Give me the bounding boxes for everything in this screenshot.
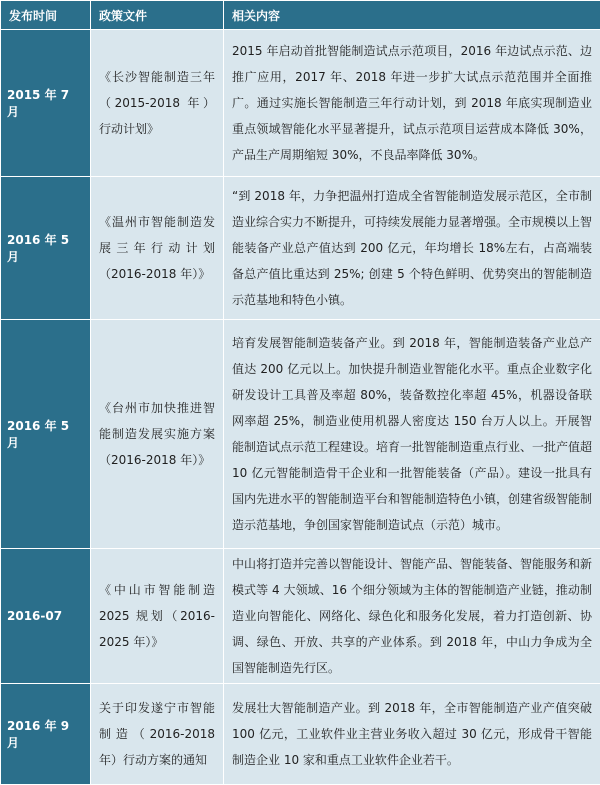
table-header-row <box>1 1 600 30</box>
row-document: 关于印发遂宁市智能制造（2016-2018 年）行动方案的通知 <box>91 684 224 785</box>
row-document: 《温州市智能制造发展三年行动计划（2016-2018 年）》 <box>91 177 224 320</box>
table-row <box>1 684 600 785</box>
table-row <box>1 30 600 177</box>
table-row <box>1 549 600 684</box>
table-row <box>1 320 600 549</box>
row-date: 2016 年 5 月 <box>1 177 91 320</box>
row-document: 《中山市智能制造 2025 规划（2016-2025 年）》 <box>91 549 224 684</box>
row-date: 2016 年 5 月 <box>1 320 91 549</box>
row-content: “到 2018 年，力争把温州打造成全省智能制造发展示范区，全市制造业综合实力不断提升，可持续发展能力显著增强。全市规模以上智能装备产业总产值达到 200 亿元，年均增长 18%左右，占高端装备总产值比重达到 25%; 创建 5 个特色鲜明、优势突出的智能制造示范基地和特色小镇。 <box>224 177 600 320</box>
header-document: 政策文件 <box>91 1 224 30</box>
row-content: 发展壮大智能制造产业。到 2018 年，全市智能制造产业产值突破 100 亿元，工业软件业主营业务收入超过 30 亿元，形成骨干智能制造企业 10 家和重点工业软件企业若干。 <box>224 684 600 785</box>
header-date: 发布时间 <box>1 1 91 30</box>
row-date: 2015 年 7 月 <box>1 30 91 177</box>
row-date: 2016 年 9 月 <box>1 684 91 785</box>
row-document: 《台州市加快推进智能制造发展实施方案（2016-2018 年）》 <box>91 320 224 549</box>
row-document: 《长沙智能制造三年（2015-2018 年）行动计划》 <box>91 30 224 177</box>
row-content: 2015 年启动首批智能制造试点示范项目，2016 年边试点示范、边推广应用，2017 年、2018 年进一步扩大试点示范范围并全面推广。通过实施长智能制造三年行动计划，到 2018 年底实现制造业重点领域智能化水平显著提升，试点示范项目运营成本降低 30%，产品生产周期缩短 30%，不良品率降低 30%。 <box>224 30 600 177</box>
row-date: 2016-07 <box>1 549 91 684</box>
header-content: 相关内容 <box>224 1 600 30</box>
row-content: 培育发展智能制造装备产业。到 2018 年，智能制造装备产业总产值达 200 亿元以上。加快提升制造业智能化水平。重点企业数字化研发设计工具普及率超 80%，装备数控化率超 45%，机器设备联网率超 25%，制造业使用机器人密度达 150 台万人以上。开展智能制造试点示范工程建设。培育一批智能制造重点行业、一批产值超 10 亿元智能制造骨干企业和一批智能装备（产品）。建设一批具有国内先进水平的智能制造平台和智能制造特色小镇，创建省级智能制造示范基地，争创国家智能制造试点（示范）城市。 <box>224 320 600 549</box>
row-content: 中山将打造并完善以智能设计、智能产品、智能装备、智能服务和新模式等 4 大领域、16 个细分领域为主体的智能制造产业链，推动制造业向智能化、网络化、绿色化和服务化发展，着力打造创新、协调、绿色、开放、共享的产业体系。到 2018 年，中山力争成为全国智能制造先行区。 <box>224 549 600 684</box>
table-row <box>1 177 600 320</box>
